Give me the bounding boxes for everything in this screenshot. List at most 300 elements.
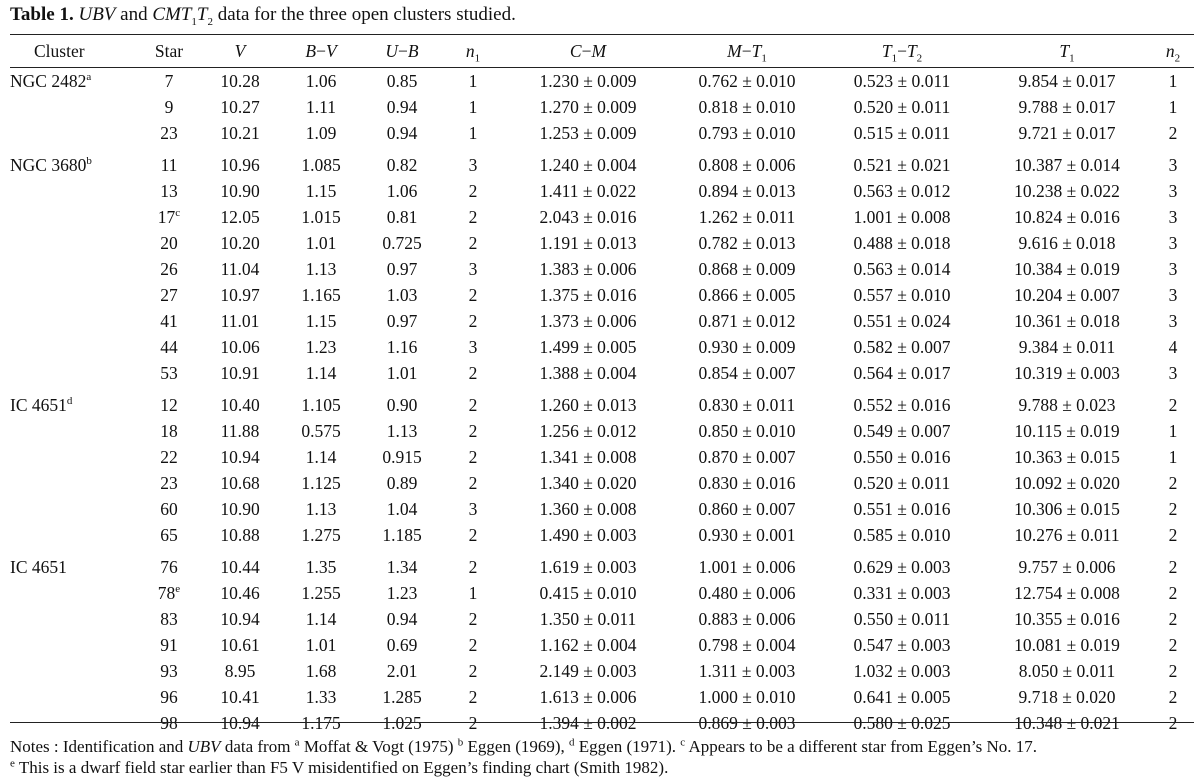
m-t1-cell: 0.930 ± 0.001: [698, 524, 796, 545]
n1-cell: 2: [468, 362, 478, 383]
col-header-c-m: C−M: [504, 36, 672, 68]
b-v-cell: 1.09: [305, 122, 337, 143]
t1-t2-cell: 0.547 ± 0.003: [853, 634, 951, 655]
v-cell: 10.88: [220, 524, 260, 545]
star-cell: [138, 658, 200, 684]
n1-cell: 1: [468, 96, 478, 117]
star-id: 83: [160, 608, 178, 629]
m-t1-cell: 0.782 ± 0.013: [698, 232, 796, 253]
t1-t2-cell: 0.550 ± 0.016: [853, 446, 951, 467]
t1-t2-cell: 0.552 ± 0.016: [853, 394, 951, 415]
col-header-t1-t2: $T_1-T_2$: [822, 36, 982, 68]
table-row: [10, 632, 1194, 658]
star-cell: [138, 710, 200, 736]
table-row: [10, 496, 1194, 522]
b-v-cell: 1.35: [305, 556, 337, 577]
n1-cell: 3: [468, 336, 478, 357]
star-cell: [138, 580, 200, 606]
b-v-cell: 1.13: [305, 258, 337, 279]
v-cell: 10.91: [220, 362, 260, 383]
t1-cell: 8.050 ± 0.011: [1018, 660, 1116, 681]
star-cell: [138, 392, 200, 418]
c-m-cell: 1.350 ± 0.011: [539, 608, 637, 629]
t1-cell: 10.363 ± 0.015: [1014, 446, 1120, 467]
t1-t2-cell: 0.641 ± 0.005: [853, 686, 951, 707]
t1-cell: 10.387 ± 0.014: [1014, 154, 1120, 175]
cluster-cell: [10, 444, 138, 470]
n2-cell: 3: [1168, 206, 1178, 227]
star-cell: [138, 120, 200, 146]
n2-cell: 3: [1168, 310, 1178, 331]
table-row: [10, 392, 1194, 418]
v-cell: 10.28: [220, 70, 260, 91]
t1-cell: 9.616 ± 0.018: [1018, 232, 1116, 253]
m-t1-cell: 0.818 ± 0.010: [698, 96, 796, 117]
col-header-n1: $n_1$: [442, 36, 504, 68]
t1-t2-cell: 0.523 ± 0.011: [853, 70, 951, 91]
table-row: [10, 580, 1194, 606]
m-t1-cell: 1.262 ± 0.011: [698, 206, 796, 227]
table-row: [10, 334, 1194, 360]
t1-cell: 10.204 ± 0.007: [1014, 284, 1120, 305]
table-row: [10, 68, 1194, 95]
star-cell: [138, 94, 200, 120]
cluster-cell: [10, 632, 138, 658]
t1-cell: 9.788 ± 0.017: [1018, 96, 1116, 117]
m-t1-cell: 0.808 ± 0.006: [698, 154, 796, 175]
t1-cell: 10.361 ± 0.018: [1014, 310, 1120, 331]
n2-cell: 2: [1168, 556, 1178, 577]
c-m-cell: 2.043 ± 0.016: [539, 206, 637, 227]
c-m-cell: 1.619 ± 0.003: [539, 556, 637, 577]
c-m-cell: 1.240 ± 0.004: [539, 154, 637, 175]
n1-cell: 2: [468, 446, 478, 467]
u-b-cell: 1.185: [382, 524, 422, 545]
notes-line-2: $^e$ This is a dwarf field star earlier than F5 V misidentified on Eggen’s finding chart (Smith 1982).: [10, 757, 669, 777]
n2-cell: 4: [1168, 336, 1178, 357]
col-header-u-b: U−B: [362, 36, 442, 68]
b-v-cell: 1.11: [306, 96, 336, 117]
cluster-cell: [10, 710, 138, 736]
v-cell: 10.44: [220, 556, 260, 577]
t1-t2-cell: 0.557 ± 0.010: [853, 284, 951, 305]
cluster-cell: [10, 418, 138, 444]
m-t1-cell: 1.311 ± 0.003: [698, 660, 796, 681]
t1-t2-cell: 1.032 ± 0.003: [853, 660, 951, 681]
m-t1-cell: 0.883 ± 0.006: [698, 608, 796, 629]
n1-cell: 1: [468, 70, 478, 91]
t1-t2-cell: 0.585 ± 0.010: [853, 524, 951, 545]
m-t1-cell: 0.850 ± 0.010: [698, 420, 796, 441]
m-t1-cell: 0.762 ± 0.010: [698, 70, 796, 91]
star-id: 22: [160, 446, 178, 467]
b-v-cell: 1.255: [301, 582, 341, 603]
table-row: [10, 418, 1194, 444]
photometry-table: [10, 36, 1194, 736]
n1-cell: 2: [468, 420, 478, 441]
n1-cell: 2: [468, 634, 478, 655]
star-id: 53: [160, 362, 178, 383]
star-cell: [138, 152, 200, 178]
v-cell: 10.46: [220, 582, 260, 603]
n2-cell: 3: [1168, 284, 1178, 305]
star-cell: [138, 522, 200, 548]
u-b-cell: 0.915: [382, 446, 422, 467]
n1-cell: 2: [468, 472, 478, 493]
table-row: [10, 470, 1194, 496]
table-row: [10, 444, 1194, 470]
u-b-cell: 0.94: [386, 608, 418, 629]
star-id: 65: [160, 524, 178, 545]
t1-cell: 10.355 ± 0.016: [1014, 608, 1120, 629]
t1-t2-cell: 0.515 ± 0.011: [853, 122, 951, 143]
n1-cell: 2: [468, 712, 478, 733]
star-note-marker: e: [175, 582, 181, 595]
table-row: [10, 710, 1194, 736]
u-b-cell: 1.025: [382, 712, 422, 733]
t1-t2-cell: 0.564 ± 0.017: [853, 362, 951, 383]
star-cell: [138, 606, 200, 632]
b-v-cell: 1.125: [301, 472, 341, 493]
star-id: 96: [160, 686, 178, 707]
col-header-cluster: Cluster: [10, 36, 138, 68]
star-cell: [138, 554, 200, 580]
table-notes: [10, 736, 1037, 778]
v-cell: 10.40: [220, 394, 260, 415]
c-m-cell: 1.383 ± 0.006: [539, 258, 637, 279]
b-v-cell: 1.06: [305, 70, 337, 91]
n2-cell: 2: [1168, 634, 1178, 655]
b-v-cell: 1.15: [305, 180, 337, 201]
b-v-cell: 1.175: [301, 712, 341, 733]
v-cell: 10.06: [220, 336, 260, 357]
star-cell: [138, 632, 200, 658]
cluster-note-marker: a: [86, 70, 92, 83]
n2-cell: 1: [1168, 70, 1178, 91]
v-cell: 10.61: [220, 634, 260, 655]
b-v-cell: 1.14: [305, 608, 337, 629]
b-v-cell: 1.14: [305, 446, 337, 467]
table-row: [10, 308, 1194, 334]
t1-cell: 10.238 ± 0.022: [1014, 180, 1120, 201]
b-v-cell: 1.01: [305, 634, 337, 655]
n1-cell: 2: [468, 284, 478, 305]
v-cell: 10.68: [220, 472, 260, 493]
n1-cell: 2: [468, 660, 478, 681]
n1-cell: 2: [468, 608, 478, 629]
t1-t2-cell: 0.563 ± 0.014: [853, 258, 951, 279]
cluster-cell: [10, 152, 138, 178]
table-row: [10, 522, 1194, 548]
table-row: [10, 152, 1194, 178]
u-b-cell: 0.89: [386, 472, 418, 493]
table-row: [10, 658, 1194, 684]
c-m-cell: 1.270 ± 0.009: [539, 96, 637, 117]
u-b-cell: 0.81: [386, 206, 418, 227]
n2-cell: 2: [1168, 660, 1178, 681]
cluster-cell: [10, 658, 138, 684]
m-t1-cell: 1.000 ± 0.010: [698, 686, 796, 707]
m-t1-cell: 0.793 ± 0.010: [698, 122, 796, 143]
table-row: [10, 360, 1194, 386]
star-id: 20: [160, 232, 178, 253]
b-v-cell: 1.15: [305, 310, 337, 331]
col-header-t1: $T_1$: [982, 36, 1152, 68]
u-b-cell: 2.01: [386, 660, 418, 681]
star-id: 78: [157, 582, 176, 603]
n1-cell: 2: [468, 394, 478, 415]
star-id: 26: [160, 258, 178, 279]
star-id: 12: [160, 394, 178, 415]
star-id: 17: [157, 206, 176, 227]
t1-t2-cell: 0.580 ± 0.025: [853, 712, 951, 733]
b-v-cell: 1.105: [301, 394, 341, 415]
t1-t2-cell: 0.331 ± 0.003: [853, 582, 951, 603]
cluster-cell: [10, 496, 138, 522]
m-t1-cell: 0.830 ± 0.016: [698, 472, 796, 493]
cluster-cell: [10, 256, 138, 282]
t1-cell: 10.824 ± 0.016: [1014, 206, 1120, 227]
v-cell: 8.95: [224, 660, 256, 681]
v-cell: 10.21: [220, 122, 260, 143]
u-b-cell: 1.23: [386, 582, 418, 603]
m-t1-cell: 0.860 ± 0.007: [698, 498, 796, 519]
cluster-note-marker: d: [66, 394, 73, 407]
c-m-cell: 1.388 ± 0.004: [539, 362, 637, 383]
table-caption: [10, 4, 516, 26]
t1-cell: 9.384 ± 0.011: [1018, 336, 1116, 357]
star-id: 9: [164, 96, 174, 117]
table-row: [10, 120, 1194, 146]
t1-t2-cell: 0.520 ± 0.011: [853, 96, 951, 117]
n1-cell: 2: [468, 180, 478, 201]
cluster-cell: [10, 282, 138, 308]
c-m-cell: 1.613 ± 0.006: [539, 686, 637, 707]
star-id: 44: [160, 336, 178, 357]
b-v-cell: 1.275: [301, 524, 341, 545]
u-b-cell: 1.13: [386, 420, 418, 441]
table-row: [10, 684, 1194, 710]
b-v-cell: 1.68: [305, 660, 337, 681]
t1-t2-cell: 0.563 ± 0.012: [853, 180, 951, 201]
notes-line-1: Notes : Identification and UBV data from $^a$ Moffat & Vogt (1975) $^b$ Eggen (1969), $^d$ Eggen (1971). $^c$ Appears to be a different star from Eggen’s No. 17.: [10, 736, 1038, 756]
u-b-cell: 0.97: [386, 310, 418, 331]
n1-cell: 3: [468, 258, 478, 279]
star-id: 23: [160, 472, 178, 493]
t1-cell: 10.319 ± 0.003: [1014, 362, 1120, 383]
n2-cell: 2: [1168, 472, 1178, 493]
u-b-cell: 0.82: [386, 154, 418, 175]
v-cell: 10.27: [220, 96, 260, 117]
cluster-cell: [10, 334, 138, 360]
star-id: 27: [160, 284, 178, 305]
col-header-n2: $n_2$: [1152, 36, 1194, 68]
m-t1-cell: 0.830 ± 0.011: [698, 394, 796, 415]
c-m-cell: 1.360 ± 0.008: [539, 498, 637, 519]
n2-cell: 2: [1168, 498, 1178, 519]
star-cell: [138, 684, 200, 710]
n1-cell: 2: [468, 206, 478, 227]
u-b-cell: 1.01: [386, 362, 418, 383]
n1-cell: 2: [468, 232, 478, 253]
b-v-cell: 1.165: [301, 284, 341, 305]
star-cell: [138, 230, 200, 256]
c-m-cell: 2.149 ± 0.003: [539, 660, 637, 681]
t1-t2-cell: 0.551 ± 0.024: [853, 310, 951, 331]
c-m-cell: 1.256 ± 0.012: [539, 420, 637, 441]
star-cell: [138, 204, 200, 230]
n2-cell: 3: [1168, 154, 1178, 175]
star-id: 76: [160, 556, 178, 577]
t1-cell: 12.754 ± 0.008: [1014, 582, 1120, 603]
cluster-cell: [10, 68, 138, 95]
n2-cell: 2: [1168, 582, 1178, 603]
u-b-cell: 1.03: [386, 284, 418, 305]
t1-t2-cell: 0.550 ± 0.011: [853, 608, 951, 629]
star-cell: [138, 444, 200, 470]
table-row: [10, 256, 1194, 282]
v-cell: 10.96: [220, 154, 260, 175]
t1-t2-cell: 1.001 ± 0.008: [853, 206, 951, 227]
b-v-cell: 0.575: [301, 420, 341, 441]
cluster-cell: [10, 230, 138, 256]
n1-cell: 1: [468, 122, 478, 143]
cluster-cell: [10, 204, 138, 230]
star-id: 93: [160, 660, 178, 681]
star-id: 91: [160, 634, 178, 655]
b-v-cell: 1.085: [301, 154, 341, 175]
b-v-cell: 1.015: [301, 206, 341, 227]
u-b-cell: 1.16: [386, 336, 418, 357]
n1-cell: 3: [468, 154, 478, 175]
c-m-cell: 1.394 ± 0.002: [539, 712, 637, 733]
v-cell: 10.90: [220, 180, 260, 201]
star-cell: [138, 470, 200, 496]
c-m-cell: 0.415 ± 0.010: [539, 582, 637, 603]
table-row: [10, 282, 1194, 308]
u-b-cell: 0.94: [386, 96, 418, 117]
c-m-cell: 1.340 ± 0.020: [539, 472, 637, 493]
n2-cell: 2: [1168, 524, 1178, 545]
star-cell: [138, 308, 200, 334]
table-body: [10, 68, 1194, 737]
v-cell: 10.90: [220, 498, 260, 519]
star-id: 11: [160, 154, 178, 175]
t1-t2-cell: 0.629 ± 0.003: [853, 556, 951, 577]
n2-cell: 1: [1168, 420, 1178, 441]
t1-cell: 10.276 ± 0.011: [1014, 524, 1120, 545]
v-cell: 11.88: [220, 420, 260, 441]
star-cell: [138, 256, 200, 282]
col-header-b-v: B−V: [280, 36, 362, 68]
cluster-name: IC 4651: [10, 394, 67, 415]
table-bottom-rule: [10, 722, 1194, 723]
table-row: [10, 554, 1194, 580]
m-t1-cell: 0.870 ± 0.007: [698, 446, 796, 467]
b-v-cell: 1.23: [305, 336, 337, 357]
table-row: [10, 94, 1194, 120]
t1-t2-cell: 0.488 ± 0.018: [853, 232, 951, 253]
n2-cell: 3: [1168, 232, 1178, 253]
n1-cell: 1: [468, 582, 478, 603]
u-b-cell: 0.69: [386, 634, 418, 655]
table-row: [10, 178, 1194, 204]
c-m-cell: 1.341 ± 0.008: [539, 446, 637, 467]
v-cell: 10.97: [220, 284, 260, 305]
cluster-note-marker: b: [86, 154, 92, 167]
n2-cell: 2: [1168, 712, 1178, 733]
table-label: Table 1.: [10, 4, 74, 25]
table-row: [10, 204, 1194, 230]
table-top-rule: [10, 34, 1194, 35]
cluster-cell: [10, 580, 138, 606]
u-b-cell: 1.285: [382, 686, 422, 707]
u-b-cell: 1.04: [386, 498, 418, 519]
cluster-name: IC 4651: [10, 556, 67, 577]
t1-cell: 9.718 ± 0.020: [1018, 686, 1116, 707]
cluster-cell: [10, 392, 138, 418]
u-b-cell: 1.06: [386, 180, 418, 201]
c-m-cell: 1.162 ± 0.004: [539, 634, 637, 655]
n2-cell: 1: [1168, 446, 1178, 467]
star-id: 23: [160, 122, 178, 143]
cluster-cell: [10, 554, 138, 580]
cluster-name: NGC 3680: [10, 154, 87, 175]
t1-cell: 9.721 ± 0.017: [1018, 122, 1116, 143]
m-t1-cell: 0.930 ± 0.009: [698, 336, 796, 357]
v-cell: 10.41: [220, 686, 260, 707]
cluster-cell: [10, 522, 138, 548]
c-m-cell: 1.490 ± 0.003: [539, 524, 637, 545]
v-cell: 12.05: [220, 206, 260, 227]
v-cell: 10.94: [220, 446, 260, 467]
n2-cell: 1: [1168, 96, 1178, 117]
cluster-cell: [10, 360, 138, 386]
star-id: 60: [160, 498, 178, 519]
v-cell: 10.20: [220, 232, 260, 253]
col-header-star: Star: [138, 36, 200, 68]
col-header-v: V: [200, 36, 280, 68]
c-m-cell: 1.373 ± 0.006: [539, 310, 637, 331]
star-id: 13: [160, 180, 178, 201]
n1-cell: 3: [468, 498, 478, 519]
m-t1-cell: 0.866 ± 0.005: [698, 284, 796, 305]
table-caption-text: UBV and $CMT_1T_2$ data for the three open clusters studied.: [78, 4, 516, 28]
n1-cell: 2: [468, 524, 478, 545]
t1-cell: 9.854 ± 0.017: [1018, 70, 1116, 91]
b-v-cell: 1.14: [305, 362, 337, 383]
m-t1-cell: 1.001 ± 0.006: [698, 556, 796, 577]
t1-t2-cell: 0.549 ± 0.007: [853, 420, 951, 441]
n2-cell: 2: [1168, 122, 1178, 143]
star-note-marker: c: [175, 206, 181, 219]
m-t1-cell: 0.854 ± 0.007: [698, 362, 796, 383]
t1-cell: 10.081 ± 0.019: [1014, 634, 1120, 655]
v-cell: 10.94: [220, 712, 260, 733]
t1-t2-cell: 0.521 ± 0.021: [853, 154, 951, 175]
u-b-cell: 0.97: [386, 258, 418, 279]
t1-t2-cell: 0.551 ± 0.016: [853, 498, 951, 519]
n2-cell: 2: [1168, 686, 1178, 707]
cluster-cell: [10, 470, 138, 496]
v-cell: 11.04: [220, 258, 260, 279]
col-header-m-t1: $M-T_1$: [672, 36, 822, 68]
cluster-cell: [10, 606, 138, 632]
t1-t2-cell: 0.520 ± 0.011: [853, 472, 951, 493]
star-cell: [138, 334, 200, 360]
m-t1-cell: 0.894 ± 0.013: [698, 180, 796, 201]
u-b-cell: 0.94: [386, 122, 418, 143]
